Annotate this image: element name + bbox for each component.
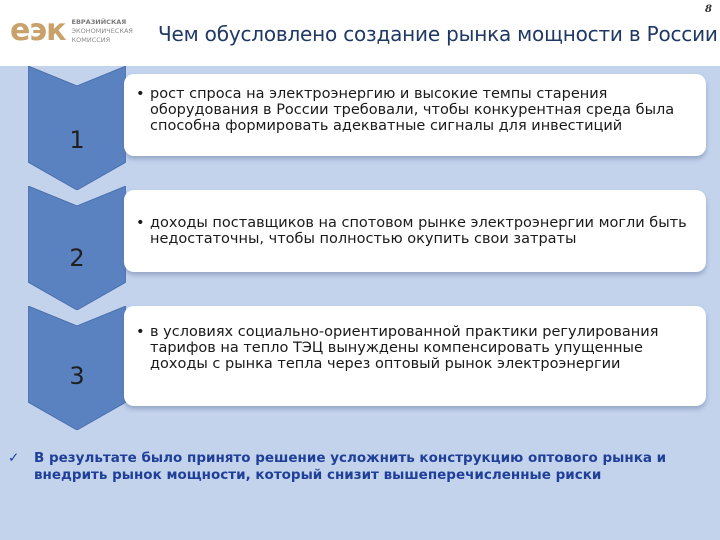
logo-line-1: ЕВРАЗИЙСКАЯ <box>71 17 127 26</box>
step-number-1: 1 <box>69 126 85 154</box>
step-text-1 <box>136 86 702 134</box>
step-description: в условиях социально-ориентированной практики регулирования тарифов на тепло ТЭЦ вынуждены компенсировать упущенные доходы с рынка тепла через оптовый рынок электроэнергии <box>150 324 659 372</box>
step-text-2 <box>136 215 702 247</box>
logo-line-2: ЭКОНОМИЧЕСКАЯ <box>71 26 133 35</box>
step-description: рост спроса на электроэнергию и высокие темпы старения оборудования в России требовали, чтобы конкурентная среда была способна формировать адекватные сигналы для инвестиций <box>150 86 675 134</box>
step-number-2: 2 <box>69 244 85 272</box>
bullet: • <box>136 215 145 231</box>
bullet: • <box>136 86 145 102</box>
header <box>0 0 720 66</box>
bullet: • <box>136 324 145 340</box>
step-description: доходы поставщиков на спотовом рынке электроэнергии могли быть недостаточны, чтобы полностью окупить свои затраты <box>150 215 687 247</box>
step-number-3: 3 <box>69 362 85 390</box>
logo-caption <box>72 18 133 45</box>
conclusion-text: В результате было принято решение усложнить конструкцию оптового рынка и внедрить рынок мощности, который снизит вышеперечисленные риски <box>34 450 667 483</box>
logo-line-3: КОМИССИЯ <box>71 35 111 44</box>
conclusion <box>8 450 708 484</box>
checkmark-icon: ✓ <box>8 450 20 466</box>
logo <box>10 4 162 58</box>
page-number: 8 <box>705 4 712 15</box>
page-title: Чем обусловлено создание рынка мощности в России <box>158 22 718 46</box>
logo-mark: еэк <box>10 13 66 48</box>
step-text-3 <box>136 324 702 372</box>
